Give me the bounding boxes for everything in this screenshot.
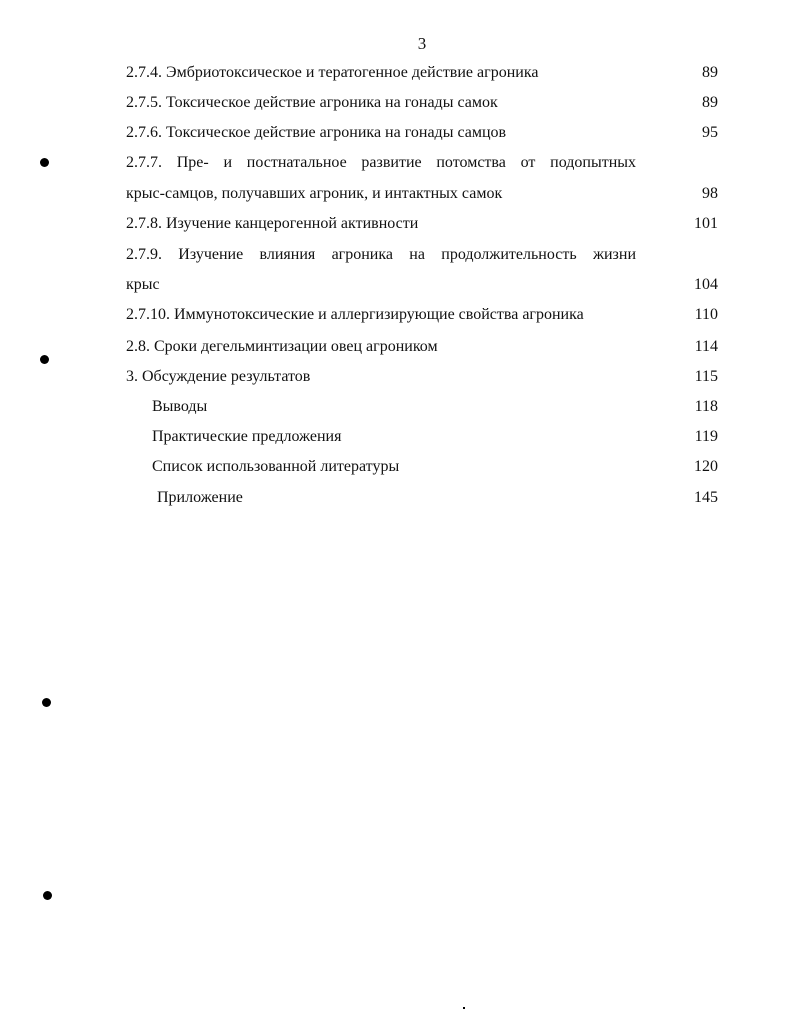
toc-entry-page: 89 [702, 94, 718, 111]
toc-entry [126, 151, 718, 175]
toc-entry-title-continued: крыс-самцов, получавших агроник, и интактных самок [126, 185, 503, 202]
toc-entry-page: 110 [694, 306, 718, 323]
toc-entry-page: 115 [694, 368, 718, 385]
toc-entry-title: Выводы [152, 398, 208, 415]
toc-entry-title: 2.7.8. Изучение канцерогенной активности [126, 215, 419, 232]
toc-entry-page: 118 [694, 398, 718, 415]
toc-entry-title: 2.7.6. Токсическое действие агроника на гонады самцов [126, 124, 507, 141]
toc-entry [152, 395, 718, 419]
toc-entry-page: 145 [694, 489, 718, 506]
toc-entry [126, 243, 718, 267]
toc-entry-page: 104 [694, 276, 718, 293]
toc-entry [152, 455, 718, 479]
page-number: 3 [417, 34, 427, 53]
toc-entry [126, 121, 718, 145]
toc-entry-page: 89 [702, 64, 718, 81]
toc-entry-title: Практические предложения [152, 428, 342, 445]
toc-entry-title-continued: крыс [126, 276, 160, 293]
toc-entry-title: 2.7.5. Токсическое действие агроника на гонады самок [126, 94, 498, 111]
binder-hole-mark [40, 355, 49, 364]
toc-entry-page: 114 [694, 338, 718, 355]
toc-entry [126, 365, 718, 389]
toc-entry-title: Приложение [157, 489, 243, 506]
toc-entry-title: 2.7.7. Пре- и постнатальное развитие потомства от подопытных [126, 154, 636, 171]
binder-hole-mark [43, 891, 52, 900]
toc-entry-page: 101 [694, 215, 718, 232]
toc-entry-title: 2.7.10. Иммунотоксические и аллергизирующие свойства агроника [126, 306, 584, 323]
toc-entry [126, 91, 718, 115]
toc-entry [152, 425, 718, 449]
toc-entry-continuation [126, 182, 718, 206]
toc-entry-title: 2.7.4. Эмбриотоксическое и тератогенное действие агроника [126, 64, 539, 81]
toc-entry [126, 335, 718, 359]
toc-entry-title: Список использованной литературы [152, 458, 400, 475]
toc-entry-page: 98 [702, 185, 718, 202]
toc-entry [157, 486, 718, 510]
toc-entry [126, 61, 718, 85]
toc-entry-continuation [126, 273, 718, 297]
toc-entry-page: 119 [694, 428, 718, 445]
toc-entry [126, 212, 718, 236]
toc-entry-page: 120 [694, 458, 718, 475]
binder-hole-mark [40, 158, 49, 167]
toc-entry-title: 3. Обсуждение результатов [126, 368, 311, 385]
toc-entry-page: 95 [702, 124, 718, 141]
toc-entry-title: 2.8. Сроки дегельминтизации овец агроником [126, 338, 438, 355]
toc-entry-title: 2.7.9. Изучение влияния агроника на продолжительность жизни [126, 246, 636, 263]
binder-hole-mark [42, 698, 51, 707]
scan-speck [463, 1007, 465, 1009]
toc-entry [126, 303, 718, 327]
